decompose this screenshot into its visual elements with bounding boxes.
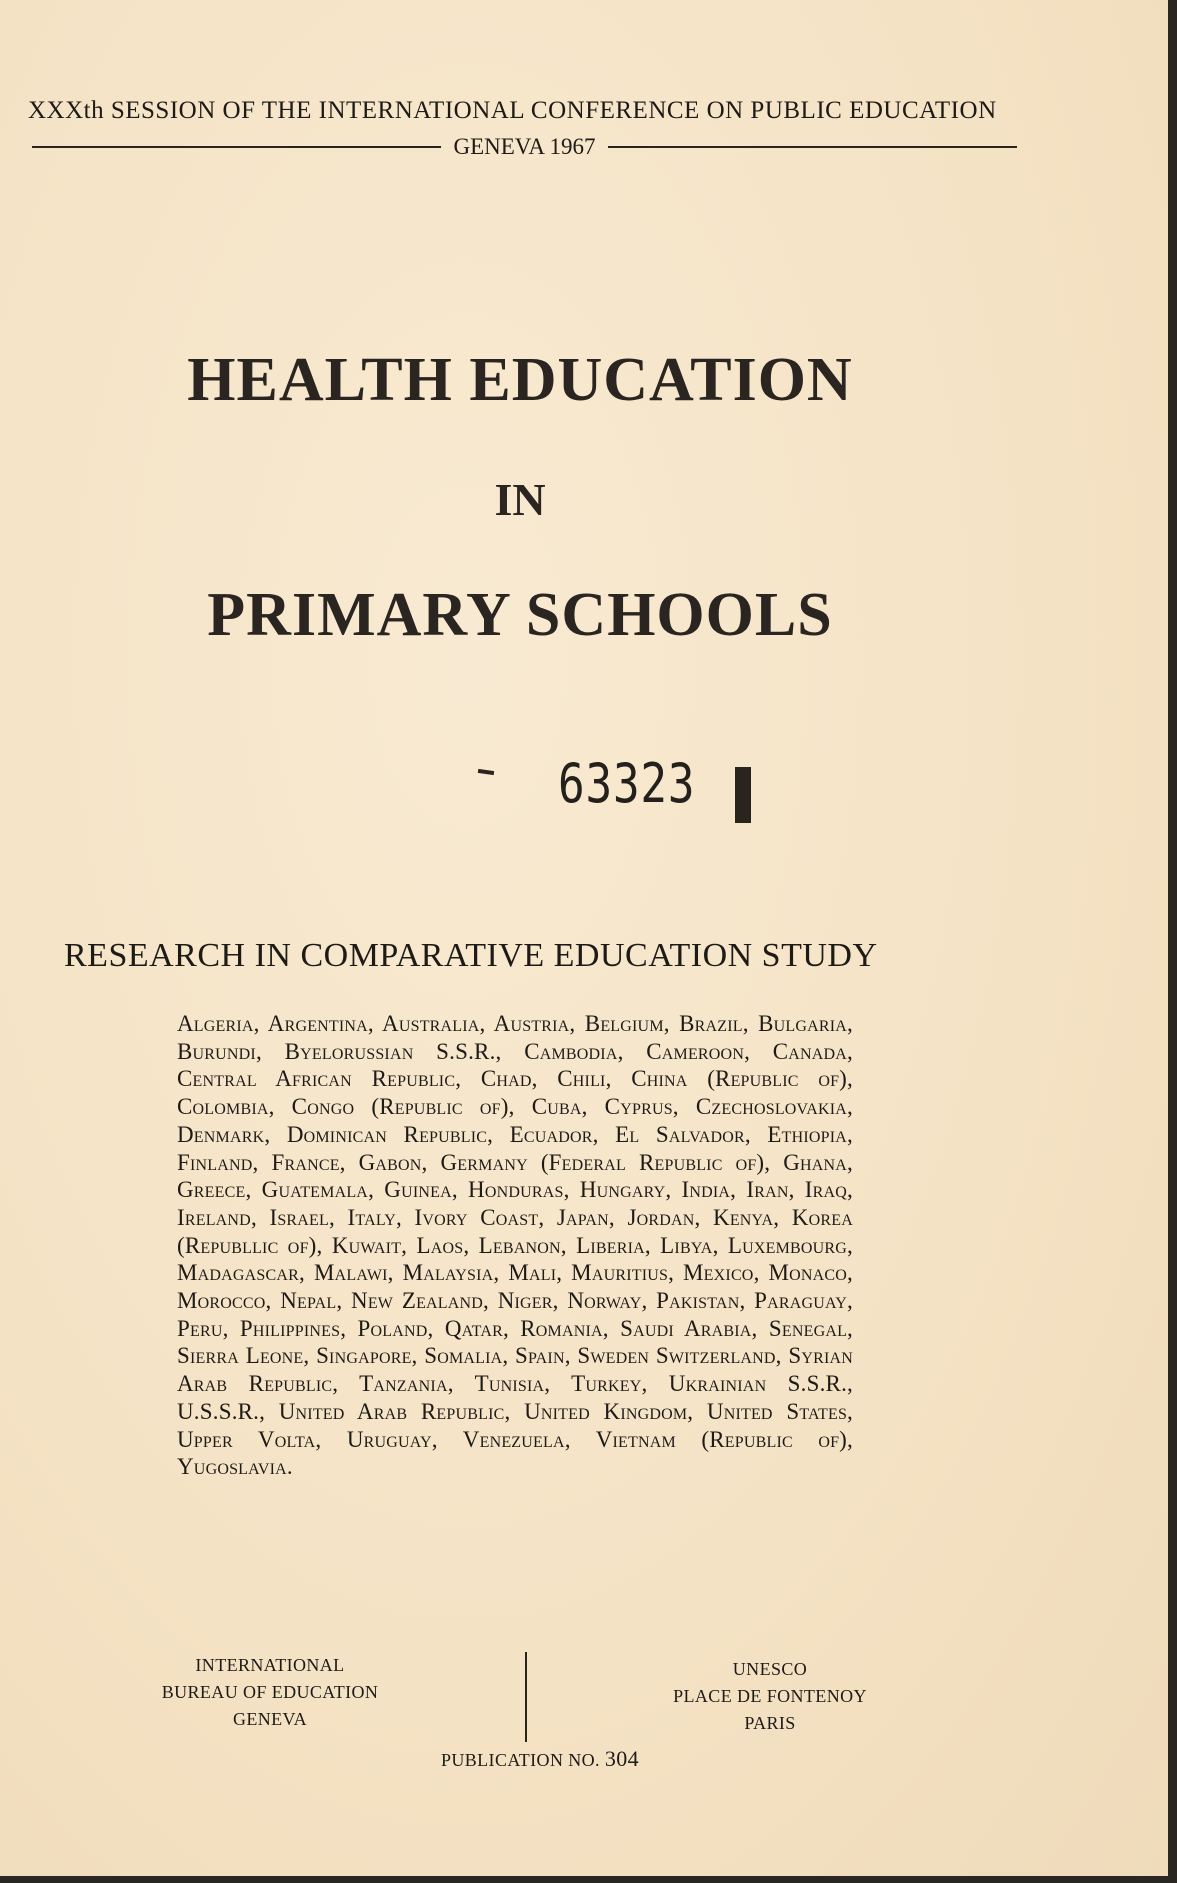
publication-number (360, 1746, 720, 1772)
countries-list: Algeria, Argentina, Australia, Austria, Belgium, Brazil, Bulgaria, Burundi, Byelorussian S.S.R., Cambodia, Cameroon, Canada, Central African Republic, Chad, Chili, China (Republic of), Colombia, Congo (Republic of), Cuba, Cyprus, Czechoslovakia, Denmark, Dominican Republic, Ecuador, El Salvador, Ethiopia, Finland, France, Gabon, Germany (Federal Republic of), Ghana, Greece, Guatemala, Guinea, Honduras, Hungary, India, Iran, Iraq, Ireland, Israel, Italy, Ivory Coast, Japan, Jordan, Kenya, Korea (Republlic of), Kuwait, Laos, Lebanon, Liberia, Libya, Luxembourg, Madagascar, Malawi, Malaysia, Mali, Mauritius, Mexico, Monaco, Morocco, Nepal, New Zealand, Niger, Norway, Pakistan, Paraguay, Peru, Philippines, Poland, Qatar, Romania, Saudi Arabia, Senegal, Sierra Leone, Singapore, Somalia, Spain, Sweden Switzerland, Syrian Arab Republic, Tanzania, Tunisia, Turkey, Ukrainian S.S.R., U.S.S.R., United Arab Republic, United Kingdom, United States, Upper Volta, Uruguay, Venezuela, Vietnam (Republic of), Yugoslavia. (177, 1011, 853, 1480)
subtitle: RESEARCH IN COMPARATIVE EDUCATION STUDY (64, 937, 878, 974)
place-year-line (32, 132, 1017, 162)
publisher-divider (525, 1652, 527, 1742)
publication-value: 304 (604, 1746, 640, 1771)
right-rule (608, 146, 1017, 148)
publisher-left-line-2: BUREAU OF EDUCATION (161, 1682, 379, 1702)
stamp-dash-mark (478, 769, 494, 775)
publisher-left (140, 1652, 400, 1733)
publisher-left-line-3: GENEVA (232, 1709, 308, 1729)
publisher-right-line-2: PLACE DE FONTENOY (673, 1686, 867, 1706)
place-year: GENEVA 1967 (453, 134, 596, 159)
title-line-1: HEALTH EDUCATION (187, 346, 853, 414)
publisher-left-line-1: INTERNATIONAL (195, 1655, 345, 1675)
accession-stamp-number: 63323 (558, 752, 696, 815)
publisher-right (650, 1656, 890, 1737)
stamp-bar-mark (735, 767, 751, 823)
publisher-right-line-1: UNESCO (732, 1659, 808, 1679)
publisher-right-line-3: PARIS (744, 1713, 796, 1733)
title-line-2: IN (494, 474, 546, 525)
session-heading: XXXth SESSION OF THE INTERNATIONAL CONFERENCE ON PUBLIC EDUCATION (28, 97, 997, 124)
publication-label: PUBLICATION NO. (440, 1750, 600, 1770)
left-rule (32, 146, 441, 148)
title-line-3: PRIMARY SCHOOLS (207, 581, 833, 649)
